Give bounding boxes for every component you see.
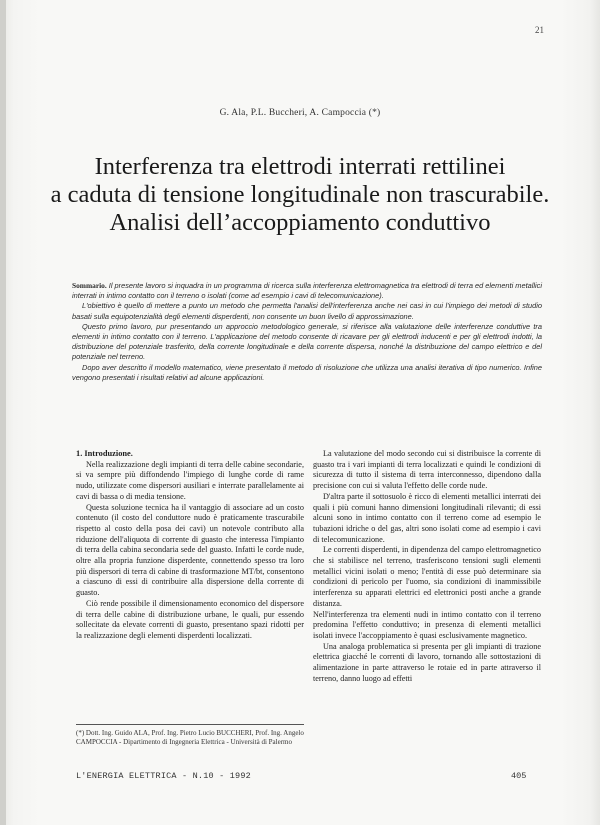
abstract-text: Il presente lavoro si inquadra in un programma di ricerca sulla interferenza elettromagnetica tra elettrodi di terra ed elementi metallici interrati in intimo contatto con il terreno o isolati (come ad esempio i cavi di telecomunicazione). [72,281,542,301]
page-edge-shadow [0,0,6,825]
abstract-paragraph: Questo primo lavoro, pur presentando un approccio metodologico generale, si riferisce alla valutazione delle interferenze conduttive tra elementi in intimo contatto con il terreno. L'applicazione del metodo consente di ricavare per gli elettrodi inducenti e per gli elettrodi indotti, la distribuzione del potenziale trasferito, della corrente longitudinale e della corrente dispersa, nonché la distribuzione del campo elettrico e del potenziale nel terreno. [72,321,542,362]
body-paragraph: Nella realizzazione degli impianti di terra delle cabine secondarie, si va sempre più diffondendo l'impiego di lunghe corde di rame nudo, utilizzate come dispersori ausiliari e interrate parallelamente ai cavi di bassa o di media tensione. [76,459,304,501]
body-paragraph: Le correnti disperdenti, in dipendenza del campo elettromagnetico che si stabilisce nel terreno, trasferiscono tensioni sugli elementi metallici vicini isolati o meno; l'entità di esse può determinare sia condizioni di pericolo per l'uomo, sia condizioni di inammissibile interferenza su apparati elettrici ed elettronici posti anche a grande distanza. [313,545,541,608]
title-line-3: Analisi dell’accoppiamento conduttivo [109,209,491,236]
abstract-paragraph: Dopo aver descritto il modello matematico, viene presentato il metodo di risoluzione che utilizza una analisi iterativa di tipo numerico. Infine vengono presentati i risultati relativi ad alcune applicazioni. [72,362,542,382]
author-footnote: (*) Dott. Ing. Guido ALA, Prof. Ing. Pietro Lucio BUCCHERI, Prof. Ing. Angelo CAMPOCCIA - Dipartimento di Ingegneria Elettrica - Università di Palermo [76,724,304,746]
body-paragraph: D'altra parte il sottosuolo è ricco di elementi metallici interrati dei quali i più comuni hanno dimensioni longitudinali rilevanti; di essi alcuni sono in intimo contatto con il terreno come ad esempio le tubazioni idriche o del gas, altri sono isolati come ad esempio i cavi di telecomunicazione. [313,491,541,544]
page-number-top: 21 [535,25,544,35]
body-paragraph: Ciò rende possibile il dimensionamento economico del dispersore di terra delle cabine di distribuzione urbane, le quali, pur essendo sollecitate da elevate correnti di guasto, presentano spazi ridotti per la realizzazione degli elementi disperdenti localizzati. [76,598,304,640]
abstract-label: Sommario. [72,281,107,290]
right-column [313,449,541,684]
title-line-2: a caduta di tensione longitudinale non trascurabile. [50,181,550,208]
page-number-bottom: 405 [511,771,527,781]
body-paragraph: Una analoga problematica si presenta per gli impianti di trazione elettrica giacché le correnti di lavoro, tornando alle sottostazioni di alimentazione in parte attraverso le rotaie ed in parte attraverso il terreno, danno luogo ad effetti [313,641,541,683]
abstract [72,281,542,383]
authors-line: G. Ala, P.L. Buccheri, A. Campoccia (*) [219,108,381,118]
body-paragraph: La valutazione del modo secondo cui si distribuisce la corrente di guasto tra i vari impianti di terra localizzati e quindi le condizioni di sicurezza di tutto il sistema di terra interconnesso, dipendono dalla precisione con cui si valuta l'effetto delle corde nude. [313,449,541,491]
journal-footer: L'ENERGIA ELETTRICA - N.10 - 1992 [76,771,251,781]
section-title: 1. Introduzione. [76,449,133,458]
body-paragraph: Nell'interferenza tra elementi nudi in intimo contatto con il terreno predomina l'effetto conduttivo; in presenza di elementi metallici isolati invece l'accoppiamento è quasi esclusivamente magnetico. [313,609,541,640]
body-paragraph: Questa soluzione tecnica ha il vantaggio di associare ad un costo contenuto (il costo del conduttore nudo è praticamente trascurabile rispetto al costo della posa dei cavi) un notevole contributo alla riduzione dell'aliquota di corrente di guasto che interessa l'impianto di terra della cabina secondaria sede del guasto. Infatti le corde nude, oltre alla propria funzione disperdente, connettendo spesso tra loro più dispersori di terra di cabine di trasformazione MT/bt, consentono a ciascuno di essi di contribuire alla dispersione della corrente di guasto. [76,502,304,598]
article-title [20,153,580,237]
left-column [76,449,304,642]
abstract-paragraph: L'obiettivo è quello di mettere a punto un metodo che permetta l'analisi dell'interferenza anche nei casi in cui l'impiego dei metodi di studio basati sulla equipotenzialità degli elementi disperdenti, non consente un buon livello di approssimazione. [72,301,542,321]
abstract-paragraph [72,281,542,301]
title-line-1: Interferenza tra elettrodi interrati rettilinei [94,153,506,180]
